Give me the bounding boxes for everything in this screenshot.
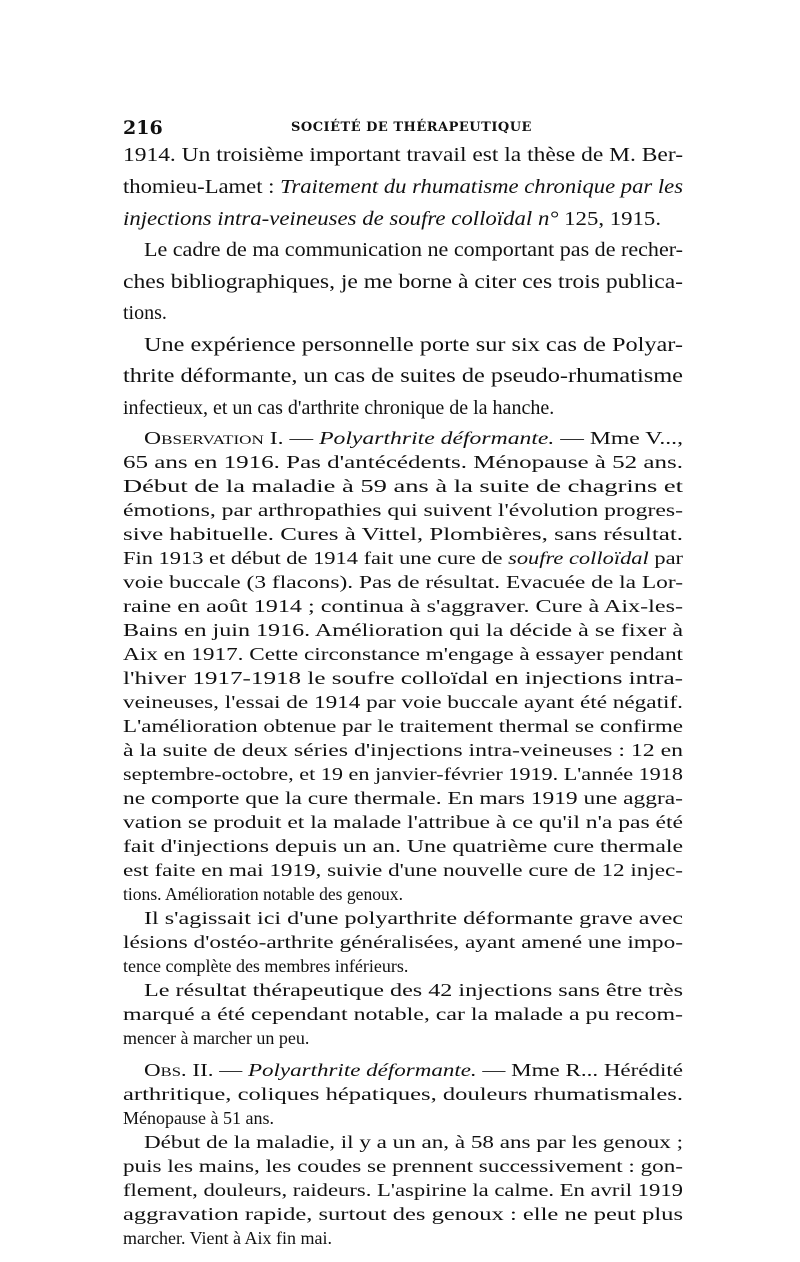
text-line [123, 452, 683, 473]
small-caps-span: Obs. II. [144, 1060, 214, 1080]
text-span: L'amélioration obtenue par le traitement thermal se confirme [123, 716, 684, 736]
text-span: Il s'agissait ici d'une polyarthrite déformante grave avec [144, 908, 684, 928]
text-line [123, 620, 683, 641]
text-span: marcher. Vient à Aix fin mai. [123, 1228, 333, 1248]
text-span: Le cadre de ma communication ne comportant pas de recher- [144, 239, 683, 261]
text-line [123, 548, 683, 569]
italic-span: Polyarthrite déformante. [247, 1060, 477, 1080]
text-span: Début de la maladie à 59 ans à la suite de chagrins et [123, 476, 684, 496]
text-span: — Mme V..., [554, 428, 684, 448]
text-line [123, 668, 683, 689]
text-line [144, 908, 683, 929]
text-span: Le résultat thérapeutique des 42 injections sans être très [144, 980, 683, 1000]
text-line [123, 365, 683, 388]
text-span: est faite en mai 1919, suivie d'une nouvelle cure de 12 injec- [123, 860, 684, 880]
text-span: voie buccale (3 flacons). Pas de résultat. Evacuée de la Lor- [123, 572, 684, 592]
text-line [123, 1084, 683, 1105]
text-span: infectieux, et un cas d'arthrite chronique de la hanche. [123, 397, 555, 419]
text-line [144, 980, 683, 1001]
text-span: à la suite de deux séries d'injections intra-veineuses : 12 en [123, 740, 684, 760]
italic-span: Traitement du rhumatisme chronique par les [280, 176, 684, 198]
text-span: thomieu-Lamet : [123, 176, 281, 198]
text-span: raine en août 1914 ; continua à s'aggraver. Cure à Aix-les- [123, 596, 684, 616]
text-span: mencer à marcher un peu. [123, 1028, 310, 1048]
text-span: Aix en 1917. Cette circonstance m'engage à essayer pendant [123, 644, 683, 664]
italic-span: injections intra-veineuses de soufre colloïdal n° [123, 208, 559, 230]
text-line [144, 239, 683, 262]
text-span: — [283, 428, 320, 448]
page-number: 216 [123, 117, 163, 139]
text-line [123, 644, 683, 665]
text-line [123, 740, 683, 761]
text-line [144, 1132, 683, 1153]
text-line [123, 1228, 332, 1249]
text-line [123, 932, 683, 953]
text-span: — [213, 1060, 248, 1080]
text-line [123, 1028, 309, 1049]
text-span: marqué a été cependant notable, car la malade a pu recom- [123, 1004, 683, 1024]
text-span: veineuses, l'essai de 1914 par voie buccale ayant été négatif. [123, 692, 683, 712]
text-line [123, 1156, 683, 1177]
text-line [123, 692, 683, 713]
text-line [123, 476, 683, 497]
text-span: puis les mains, les coudes se prennent successivement : gon- [123, 1156, 684, 1176]
page-header [123, 117, 683, 141]
text-span: ches bibliographiques, je me borne à citer ces trois publica- [123, 271, 684, 293]
text-line [123, 1108, 274, 1129]
italic-span: soufre colloïdal [508, 548, 649, 568]
text-line [123, 1180, 683, 1201]
text-span: thrite déformante, un cas de suites de pseudo-rhumatisme [123, 365, 683, 387]
text-line [123, 812, 683, 833]
text-span: tions. Amélioration notable des genoux. [123, 884, 403, 904]
text-span: par [648, 548, 684, 568]
text-line [144, 428, 683, 449]
text-line [123, 500, 683, 521]
text-line [123, 596, 683, 617]
text-line [123, 836, 683, 857]
small-caps-span: Observation I. [144, 428, 284, 448]
text-span: ne comporte que la cure thermale. En mars 1919 une aggra- [123, 788, 683, 808]
text-span: tence complète des membres inférieurs. [123, 956, 409, 976]
text-line [123, 1204, 683, 1225]
text-span: Début de la maladie, il y a un an, à 58 ans par les genoux ; [144, 1132, 684, 1152]
text-span: Bains en juin 1916. Amélioration qui la décide à se fixer à [123, 620, 684, 640]
text-span: arthritique, coliques hépatiques, douleurs rhumatismales. [123, 1084, 683, 1104]
text-line [123, 572, 683, 593]
text-span: 65 ans en 1916. Pas d'antécédents. Ménopause à 52 ans. [123, 452, 683, 472]
text-span: tions. [123, 302, 167, 324]
text-line [144, 1060, 683, 1081]
text-line [123, 1004, 683, 1025]
text-span: 125, 1915. [558, 208, 662, 230]
text-line [144, 334, 683, 357]
text-span: Fin 1913 et début de 1914 fait une cure de [123, 548, 509, 568]
running-title: SOCIÉTÉ DE THÉRAPEUTIQUE [291, 120, 532, 135]
text-span: flement, douleurs, raideurs. L'aspirine la calme. En avril 1919 [123, 1180, 683, 1200]
text-span: septembre-octobre, et 19 en janvier-février 1919. L'année 1918 [123, 764, 683, 784]
text-line [123, 144, 683, 167]
text-line [123, 956, 408, 977]
text-span: Une expérience personnelle porte sur six cas de Polyar- [144, 334, 684, 356]
text-span: fait d'injections depuis un an. Une quatrième cure thermale [123, 836, 683, 856]
text-span: émotions, par arthropathies qui suivent l'évolution progres- [123, 500, 683, 520]
text-line [123, 302, 167, 325]
text-line [123, 860, 683, 881]
text-span: vation se produit et la malade l'attribue à ce qu'il n'a pas été [123, 812, 683, 832]
text-span: l'hiver 1917-1918 le soufre colloïdal en injections intra- [123, 668, 684, 688]
italic-span: Polyarthrite déformante. [319, 428, 555, 448]
text-span: aggravation rapide, surtout des genoux : elle ne peut plus [123, 1204, 684, 1224]
text-line [123, 884, 403, 905]
text-line [123, 208, 661, 231]
text-line [123, 788, 683, 809]
text-span: 1914. Un troisième important travail est la thèse de M. Ber- [123, 144, 684, 166]
text-line [123, 176, 683, 199]
text-line [123, 716, 683, 737]
text-span: lésions d'ostéo-arthrite généralisées, ayant amené une impo- [123, 932, 683, 952]
text-span: sive habituelle. Cures à Vittel, Plombières, sans résultat. [123, 524, 684, 544]
text-span: — Mme R... Hérédité [476, 1060, 683, 1080]
text-line [123, 271, 683, 294]
text-line [123, 764, 683, 785]
text-line [123, 524, 683, 545]
text-line [123, 397, 554, 420]
text-span: Ménopause à 51 ans. [123, 1108, 274, 1128]
